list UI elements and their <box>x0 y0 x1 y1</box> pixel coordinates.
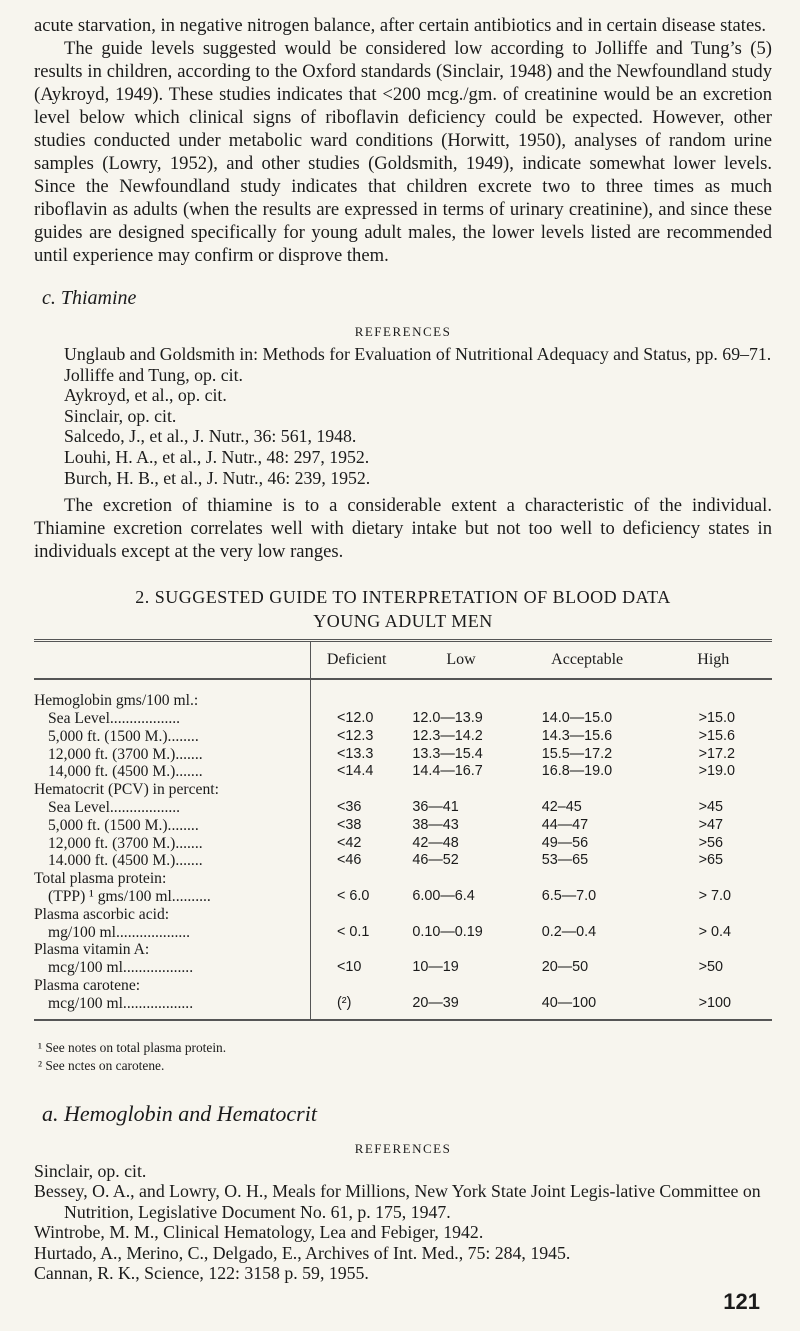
cell-deficient: <36 <box>337 798 362 815</box>
cell-acceptable: 16.8—19.0 <box>541 763 613 780</box>
table-title-line-2: YOUNG ADULT MEN <box>313 611 493 632</box>
hemoglobin-references <box>34 1161 772 1285</box>
cell-low: 38—43 <box>412 816 459 833</box>
empty-cell <box>402 781 519 799</box>
cell-low: 10—19 <box>412 959 459 976</box>
empty-cell <box>402 941 519 959</box>
table-group-row <box>34 692 772 710</box>
empty-cell <box>402 870 519 888</box>
reference-item: Bessey, O. A., and Lowry, O. H., Meals for Millions, New York State Joint Legis-lative Committee on Nutrition, Legislative Document No. 61, p. 175, 1947. <box>34 1181 761 1222</box>
cell-deficient: <14.4 <box>337 763 374 780</box>
empty-cell <box>311 941 403 959</box>
table-row <box>34 995 772 1020</box>
document-page <box>34 14 772 1284</box>
table-group-row <box>34 977 772 995</box>
table-row <box>34 959 772 977</box>
cell-low: 36—41 <box>412 798 459 815</box>
empty-cell <box>520 781 655 799</box>
cell-high: >100 <box>655 995 772 1020</box>
cell-deficient: <38 <box>337 816 362 833</box>
empty-cell <box>520 692 655 710</box>
cell-acceptable: 0.2—0.4 <box>541 923 597 940</box>
empty-cell <box>311 781 403 799</box>
row-label: 14.000 ft. (4500 M.)....... <box>34 852 311 870</box>
empty-cell <box>655 941 772 959</box>
cell-low: 12.0—13.9 <box>412 709 483 726</box>
row-label: (TPP) ¹ gms/100 ml.......... <box>34 888 311 906</box>
cell-deficient: (²) <box>311 995 403 1020</box>
cell-acceptable: 49—56 <box>541 834 589 851</box>
footnote-1: ¹ See notes on total plasma protein. <box>38 1039 227 1055</box>
cell-acceptable: 20—50 <box>541 959 589 976</box>
column-header-deficient: Deficient <box>311 642 403 679</box>
footnote-2: ² See nctes on carotene. <box>38 1057 165 1073</box>
empty-cell <box>402 977 519 995</box>
cell-acceptable: 40—100 <box>520 995 655 1020</box>
reference-item: Sinclair, op. cit. <box>64 405 177 426</box>
empty-cell <box>520 906 655 924</box>
table-row <box>34 924 772 942</box>
reference-item: Cannan, R. K., Science, 122: 3158 p. 59, 1955. <box>34 1263 369 1284</box>
cell-deficient: <13.3 <box>337 745 374 762</box>
row-label: 5,000 ft. (1500 M.)........ <box>34 817 311 835</box>
hemoglobin-heading: a. Hemoglobin and Hematocrit <box>42 1100 317 1126</box>
cell-acceptable: 14.3—15.6 <box>541 727 613 744</box>
empty-cell <box>520 870 655 888</box>
table-title <box>34 585 772 633</box>
column-header-low: Low <box>402 642 519 679</box>
cell-acceptable: 15.5—17.2 <box>541 745 613 762</box>
column-header-high: High <box>655 642 772 679</box>
cell-high: >15.0 <box>698 709 736 726</box>
reference-item: Sinclair, op. cit. <box>34 1160 147 1181</box>
cell-low: 6.00—6.4 <box>412 887 475 904</box>
cell-high: >47 <box>698 816 724 833</box>
hemoglobin-references-heading: REFERENCES <box>354 1140 452 1156</box>
empty-cell <box>311 870 403 888</box>
blood-data-table <box>34 639 772 1020</box>
empty-cell <box>655 977 772 995</box>
row-label: 12,000 ft. (3700 M.)....... <box>34 746 311 764</box>
table-title-line-1: 2. SUGGESTED GUIDE TO INTERPRETATION OF BLOOD DATA <box>135 587 671 608</box>
table-row <box>34 710 772 728</box>
cell-low: 13.3—15.4 <box>412 745 483 762</box>
thiamine-excretion-paragraph: The excretion of thiamine is to a considerable extent a characteristic of the individual. Thiamine excretion correlates well with dietary intake but not too well to deficiency states in individuals except at the very low ranges. <box>34 495 772 563</box>
cell-deficient: <12.3 <box>337 727 374 744</box>
empty-cell <box>402 906 519 924</box>
table-footnotes <box>34 1039 772 1075</box>
cell-high: > 0.4 <box>698 923 732 940</box>
cell-deficient: < 0.1 <box>337 923 370 940</box>
row-label: 14,000 ft. (4500 M.)....... <box>34 763 311 781</box>
empty-cell <box>520 941 655 959</box>
table-row <box>34 852 772 870</box>
table-group-label: Plasma carotene: <box>34 977 311 995</box>
table-group-label: Hemoglobin gms/100 ml.: <box>34 692 311 710</box>
reference-item: Unglaub and Goldsmith in: Methods for Evaluation of Nutritional Adequacy and Status, pp. 69–71. <box>64 344 772 364</box>
thiamine-references <box>34 344 772 488</box>
row-label: mcg/100 ml.................. <box>34 995 311 1020</box>
table-group-label: Total plasma protein: <box>34 870 311 888</box>
cell-low: 12.3—14.2 <box>412 727 483 744</box>
reference-item: Wintrobe, M. M., Clinical Hematology, Lea and Febiger, 1942. <box>34 1222 484 1243</box>
cell-acceptable: 6.5—7.0 <box>541 887 597 904</box>
cell-acceptable: 53—65 <box>541 852 589 869</box>
cell-deficient: <42 <box>337 834 362 851</box>
table-group-row <box>34 941 772 959</box>
cell-low: 0.10—0.19 <box>412 923 483 940</box>
cell-high: >17.2 <box>698 745 736 762</box>
table-header-empty <box>34 642 311 679</box>
table-group-row <box>34 781 772 799</box>
reference-item: Louhi, H. A., et al., J. Nutr., 48: 297, 1952. <box>64 446 370 467</box>
cell-deficient: < 6.0 <box>337 887 370 904</box>
table-row <box>34 746 772 764</box>
intro-paragraph-2: The guide levels suggested would be considered low according to Jolliffe and Tung’s (5) results in children, according to the Oxford standards (Sinclair, 1948) and the Newfoundland study (Aykroyd, 1949). These studies indicates that <200 mcg./gm. of creatinine would be an excretion level below which clinical signs of riboflavin deficiency could be expected. However, other studies conducted under metabolic ward conditions (Horwitt, 1950), analyses of random urine samples (Lowry, 1952), and other studies (Goldsmith, 1949), indicate somewhat lower levels. Since the Newfoundland study indicates that children excrete two to three times as much riboflavin as adults (when the results are expressed in terms of urinary creatinine), and since these guides are designed specifically for young adult males, the lower levels listed are recommended until experience may confirm or disprove them. <box>34 38 772 266</box>
cell-low: 46—52 <box>412 852 459 869</box>
row-label: Sea Level.................. <box>34 799 311 817</box>
cell-acceptable: 44—47 <box>541 816 589 833</box>
cell-deficient: <12.0 <box>337 709 374 726</box>
cell-low: 14.4—16.7 <box>412 763 483 780</box>
cell-high: >45 <box>698 798 724 815</box>
table-row <box>34 799 772 817</box>
empty-cell <box>402 692 519 710</box>
table-row <box>34 728 772 746</box>
table-row <box>34 888 772 906</box>
table-group-label: Plasma ascorbic acid: <box>34 906 311 924</box>
empty-cell <box>311 692 403 710</box>
row-label: 5,000 ft. (1500 M.)........ <box>34 728 311 746</box>
row-label: mcg/100 ml.................. <box>34 959 311 977</box>
page-number: 121 <box>723 1289 760 1314</box>
cell-high: >19.0 <box>698 763 736 780</box>
thiamine-heading: c. Thiamine <box>42 287 137 309</box>
reference-item: Aykroyd, et al., op. cit. <box>64 385 227 406</box>
table-group-row <box>34 906 772 924</box>
empty-cell <box>655 781 772 799</box>
table-group-label: Plasma vitamin A: <box>34 941 311 959</box>
reference-item: Hurtado, A., Merino, C., Delgado, E., Archives of Int. Med., 75: 284, 1945. <box>34 1242 571 1263</box>
reference-item: Jolliffe and Tung, op. cit. <box>64 364 243 385</box>
cell-low: 42—48 <box>412 834 459 851</box>
reference-item: Salcedo, J., et al., J. Nutr., 36: 561, 1948. <box>64 426 357 447</box>
cell-acceptable: 14.0—15.0 <box>541 709 613 726</box>
intro-paragraph-1: acute starvation, in negative nitrogen balance, after certain antibiotics and in certain disease states. <box>34 15 767 36</box>
table-group-label: Hematocrit (PCV) in percent: <box>34 781 311 799</box>
cell-acceptable: 42–45 <box>541 798 582 815</box>
empty-cell <box>520 977 655 995</box>
empty-cell <box>311 977 403 995</box>
table-row <box>34 763 772 781</box>
cell-deficient: <46 <box>337 852 362 869</box>
cell-high: >15.6 <box>698 727 736 744</box>
cell-high: >56 <box>698 834 724 851</box>
row-label: 12,000 ft. (3700 M.)....... <box>34 835 311 853</box>
table-row <box>34 817 772 835</box>
row-label: Sea Level.................. <box>34 710 311 728</box>
cell-low: 20—39 <box>402 995 519 1020</box>
cell-high: >65 <box>698 852 724 869</box>
cell-deficient: <10 <box>337 959 362 976</box>
row-label: mg/100 ml................... <box>34 924 311 942</box>
cell-high: >50 <box>698 959 724 976</box>
table-group-row <box>34 870 772 888</box>
table-row <box>34 835 772 853</box>
empty-cell <box>655 692 772 710</box>
empty-cell <box>311 906 403 924</box>
column-header-acceptable: Acceptable <box>520 642 655 679</box>
reference-item: Burch, H. B., et al., J. Nutr., 46: 239, 1952. <box>64 467 371 488</box>
cell-high: > 7.0 <box>698 887 732 904</box>
table-body <box>34 679 772 1019</box>
empty-cell <box>655 906 772 924</box>
thiamine-references-heading: REFERENCES <box>354 324 452 339</box>
empty-cell <box>655 870 772 888</box>
